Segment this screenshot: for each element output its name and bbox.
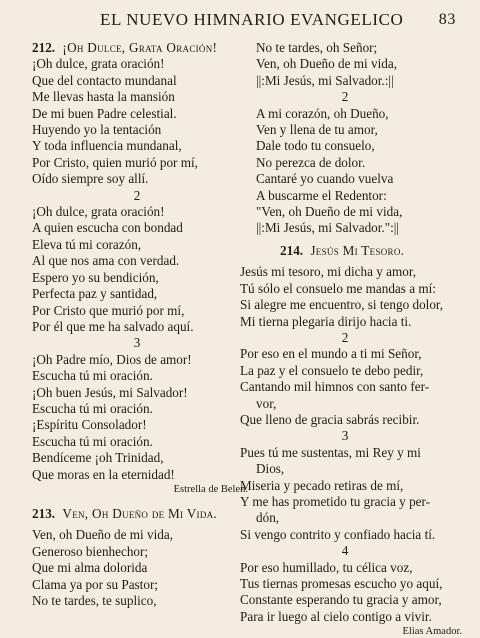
- hymn-name: ¡Oh Dulce, Grata Oración!: [62, 40, 218, 55]
- hymn-213-stanza-2: [240, 106, 466, 237]
- verse-line: Por él que me ha salvado aquí.: [32, 318, 194, 334]
- verse-line: Que mi alma dolorida: [32, 560, 148, 576]
- verse-line: Clama ya por su Pastor;: [32, 576, 158, 592]
- verse-line: Miseria y pecado retiras de mí,: [240, 477, 404, 493]
- verse-line: A quien escucha con bondad: [32, 220, 183, 236]
- verse-line: Por eso en el mundo a ti mi Señor,: [240, 346, 422, 362]
- hymn-213-continuation: [240, 40, 466, 89]
- verse-line: Si vengo contrito y confiado hacia tí.: [240, 526, 436, 542]
- page-header: [0, 10, 480, 36]
- verse-line: ||:Mi Jesús, mi Salvador.":||: [256, 220, 400, 236]
- verse-line: Tú sólo el consuelo me mandas a mí:: [240, 280, 436, 296]
- hymn-214-stanza-1: [240, 264, 466, 330]
- hymn-212-stanza-2: [32, 204, 252, 335]
- verse-line: Por Cristo, quien murió por mí,: [32, 154, 198, 170]
- verse-line: No perezca de dolor.: [256, 154, 366, 170]
- verse-line: Que moras en la eternidad!: [32, 466, 175, 482]
- verse-line: ¡Oh dulce, grata oración!: [32, 56, 165, 72]
- hymn-214-title: [240, 243, 466, 259]
- spacer: [32, 496, 252, 506]
- verse-line: ¡Oh buen Jesús, mi Salvador!: [32, 384, 188, 400]
- verse-line: Por Cristo que murió por mí,: [32, 302, 185, 318]
- hymn-214-stanza-3: [240, 445, 466, 543]
- verse-line: dón,: [256, 510, 280, 526]
- verse-line: A mi corazón, oh Dueño,: [256, 105, 389, 121]
- verse-line: Jesús mi tesoro, mi dicha y amor,: [240, 264, 417, 280]
- verse-line: Dale todo tu consuelo,: [256, 138, 375, 154]
- verse-line: Cantaré yo cuando vuelva: [256, 171, 394, 187]
- verse-line: Huyendo yo la tentación: [32, 122, 162, 138]
- verse-line: Y me has prometido tu gracia y per-: [240, 493, 431, 509]
- verse-line: Cantando mil himnos con santo fer-: [240, 379, 430, 395]
- verse-line: Y toda influencia mundanal,: [32, 138, 182, 154]
- hymn-name: Jesús Mi Tesoro.: [310, 242, 405, 258]
- stanza-number: 2: [341, 89, 349, 105]
- verse-line: Para ir luego al cielo contigo a vivir.: [240, 608, 432, 624]
- verse-line: La paz y el consuelo te debo pedir,: [240, 362, 424, 378]
- verse-line: Perfecta paz y santidad,: [32, 286, 158, 302]
- verse-line: De mi buen Padre celestial.: [32, 105, 177, 121]
- hymn-212-stanza-3: [32, 352, 252, 483]
- verse-line: No te tardes, oh Señor;: [256, 40, 378, 55]
- stanza-number: 2: [341, 329, 349, 345]
- verse-line: Ven, oh Dueño de mi vida,: [256, 56, 398, 72]
- verse-line: Mi tierna plegaria dirijo hacia ti.: [240, 313, 412, 329]
- verse-line: Escucha tú mi oración.: [32, 433, 153, 449]
- verse-line: "Ven, oh Dueño de mi vida,: [256, 204, 403, 220]
- verse-line: ||:Mi Jesús, mi Salvador.:||: [256, 72, 394, 88]
- hymn-number: 212.: [32, 40, 56, 55]
- verse-line: vor,: [256, 395, 277, 411]
- verse-line: Al que nos ama con verdad.: [32, 253, 180, 269]
- verse-line: Que del contacto mundanal: [32, 72, 177, 88]
- verse-line: ¡Oh dulce, grata oración!: [32, 204, 165, 220]
- verse-line: No te tardes, te suplico,: [32, 593, 157, 608]
- verse-line: Tus tiernas promesas escucho yo aquí,: [240, 576, 443, 591]
- stanza-number: 3: [341, 428, 349, 444]
- hymn-number: 213.: [32, 505, 56, 521]
- hymn-214-stanza-2: [240, 346, 466, 428]
- hymn-number: 214.: [280, 242, 304, 258]
- hymn-214-stanza-4: [240, 560, 466, 626]
- verse-line: Que lleno de gracia sabrás recibir.: [240, 411, 420, 427]
- right-column: [240, 40, 466, 638]
- verse-line: Por eso humillado, tu célica voz,: [240, 559, 413, 575]
- verse-line: Ven, oh Dueño de mi vida,: [32, 527, 174, 543]
- verse-line: ¡Oh Padre mío, Dios de amor!: [32, 351, 192, 367]
- hymn-212-title: [32, 40, 252, 56]
- hymn-name: Ven, Oh Dueño de Mi Vida.: [62, 505, 218, 521]
- verse-line: Eleva tú mi corazón,: [32, 236, 142, 252]
- hymn-author: Elias Amador.: [402, 626, 462, 638]
- verse-line: Ven y llena de tu amor,: [256, 122, 378, 138]
- verse-line: Bendíceme ¡oh Trinidad,: [32, 450, 164, 466]
- verse-line: Oído siempre soy allí.: [32, 171, 149, 187]
- verse-line: Espero yo su bendición,: [32, 269, 159, 285]
- hymn-author: Estrella de Belen.: [173, 483, 248, 495]
- stanza-number: 2: [133, 187, 141, 203]
- verse-line: Constante esperando tu gracia y amor,: [240, 592, 442, 608]
- verse-line: Me llevas hasta la mansión: [32, 89, 175, 105]
- verse-line: Pues tú me sustentas, mi Rey y mi: [240, 444, 421, 460]
- verse-line: A buscarme el Redentor:: [256, 187, 387, 203]
- verse-line: Si alegre me encuentro, si tengo dolor,: [240, 297, 444, 313]
- hymn-213-stanza-1: [32, 527, 252, 609]
- verse-line: Dios,: [256, 461, 285, 477]
- verse-line: Generoso bienhechor;: [32, 543, 149, 559]
- verse-line: Escucha tú mi oración.: [32, 400, 153, 416]
- hymn-212-stanza-1: [32, 56, 252, 187]
- running-title: EL NUEVO HIMNARIO EVANGELICO: [100, 10, 404, 29]
- stanza-number: 3: [133, 335, 141, 351]
- left-column: [32, 40, 252, 609]
- page-number: 83: [438, 11, 456, 28]
- verse-line: ¡Espíritu Consolador!: [32, 417, 147, 433]
- stanza-number: 4: [341, 543, 349, 559]
- verse-line: Escucha tú mi oración.: [32, 368, 153, 384]
- hymn-213-title: [32, 506, 252, 522]
